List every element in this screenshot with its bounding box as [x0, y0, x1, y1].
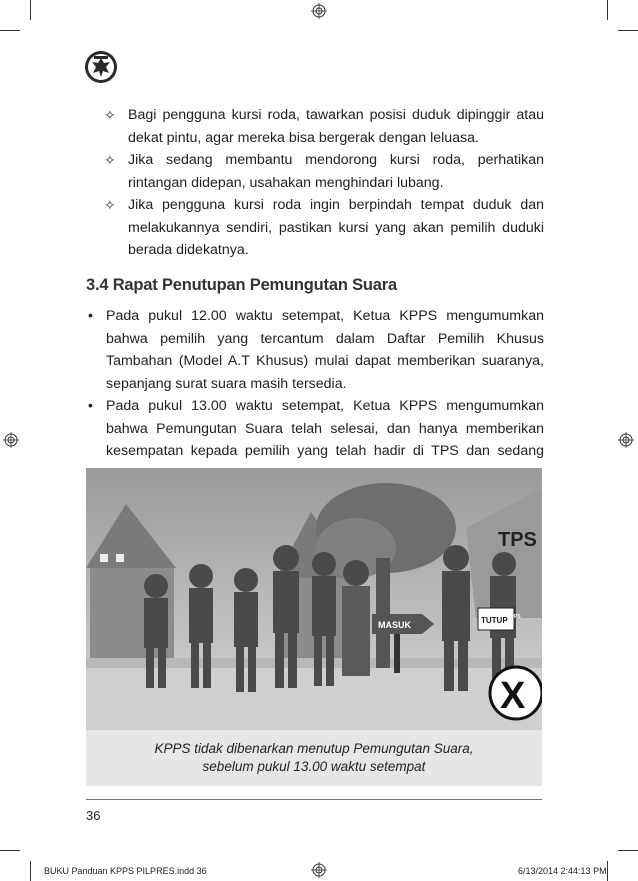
slug-date: 6/13/2014 2:44:13 PM — [518, 866, 607, 876]
list-item-text: Pada pukul 13.00 waktu setempat, Ketua KPPS mengumumkan bahwa Pemungutan Suara telah selesai, dan hanya memberikan kesempatan kepada pemilih yang telah hadir di TPS dan sedang — [106, 398, 544, 459]
tutup-sign: TUTUP — [481, 616, 508, 625]
crop-mark — [30, 861, 31, 881]
list-item — [104, 194, 544, 262]
bullet-dot-icon: • — [88, 398, 93, 414]
diamond-star-icon: ✧ — [104, 197, 116, 213]
list-item — [86, 305, 544, 395]
registration-mark-icon — [3, 432, 19, 448]
list-item-text: Jika sedang membantu mendorong kursi roda, perhatikan rintangan didepan, usahakan menghindari lubang. — [128, 152, 544, 191]
caption-line: KPPS tidak dibenarkan menutup Pemungutan Suara, — [154, 741, 474, 756]
list-item — [104, 104, 544, 149]
crop-mark — [607, 0, 608, 20]
diamond-star-icon: ✧ — [104, 107, 116, 123]
bullet-dot-icon: • — [88, 308, 93, 324]
crop-mark — [0, 850, 20, 851]
kpu-logo-icon — [84, 50, 118, 84]
diamond-bullet-list — [104, 104, 544, 262]
footer-rule — [86, 799, 542, 800]
list-item — [104, 149, 544, 194]
registration-mark-icon — [311, 3, 327, 19]
registration-mark-icon — [311, 862, 327, 878]
section-title: 3.4 Rapat Penutupan Pemungutan Suara — [86, 276, 397, 294]
list-item-text: Bagi pengguna kursi roda, tawarkan posisi duduk dipinggir atau dekat pintu, agar mereka bisa bergerak dengan leluasa. — [128, 107, 544, 146]
list-item-text: Pada pukul 12.00 waktu setempat, Ketua KPPS mengumumkan bahwa pemilih yang tercantum dalam Daftar Pemilih Khusus Tambahan (Model A.T Khusus) mulai dapat memberikan suaranya, sepanjang surat suara masih tersedia. — [106, 308, 544, 392]
crop-mark — [618, 30, 638, 31]
registration-mark-icon — [618, 432, 634, 448]
kpps-badge: KPPS — [507, 614, 521, 620]
page-number: 36 — [86, 808, 101, 823]
list-item-text: Jika pengguna kursi roda ingin berpindah tempat duduk dan melakukannya sendiri, pastikan kursi yang akan pemilih duduki berada didekatnya. — [128, 197, 544, 258]
crop-mark — [618, 850, 638, 851]
caption-line: sebelum pukul 13.00 waktu setempat — [202, 759, 426, 774]
diamond-star-icon: ✧ — [104, 152, 116, 168]
dot-bullet-list — [86, 305, 544, 485]
tps-sign: TPS — [498, 529, 537, 551]
x-mark-icon: X — [500, 675, 526, 717]
slug-file: BUKU Panduan KPPS PILPRES.indd 36 — [44, 866, 207, 876]
polling-station-illustration — [86, 468, 542, 730]
crop-mark — [0, 30, 20, 31]
crop-mark — [30, 0, 31, 20]
masuk-sign: MASUK — [378, 620, 411, 630]
crop-mark — [607, 861, 608, 881]
illustration-figure — [86, 468, 542, 786]
caption-box — [86, 730, 542, 786]
